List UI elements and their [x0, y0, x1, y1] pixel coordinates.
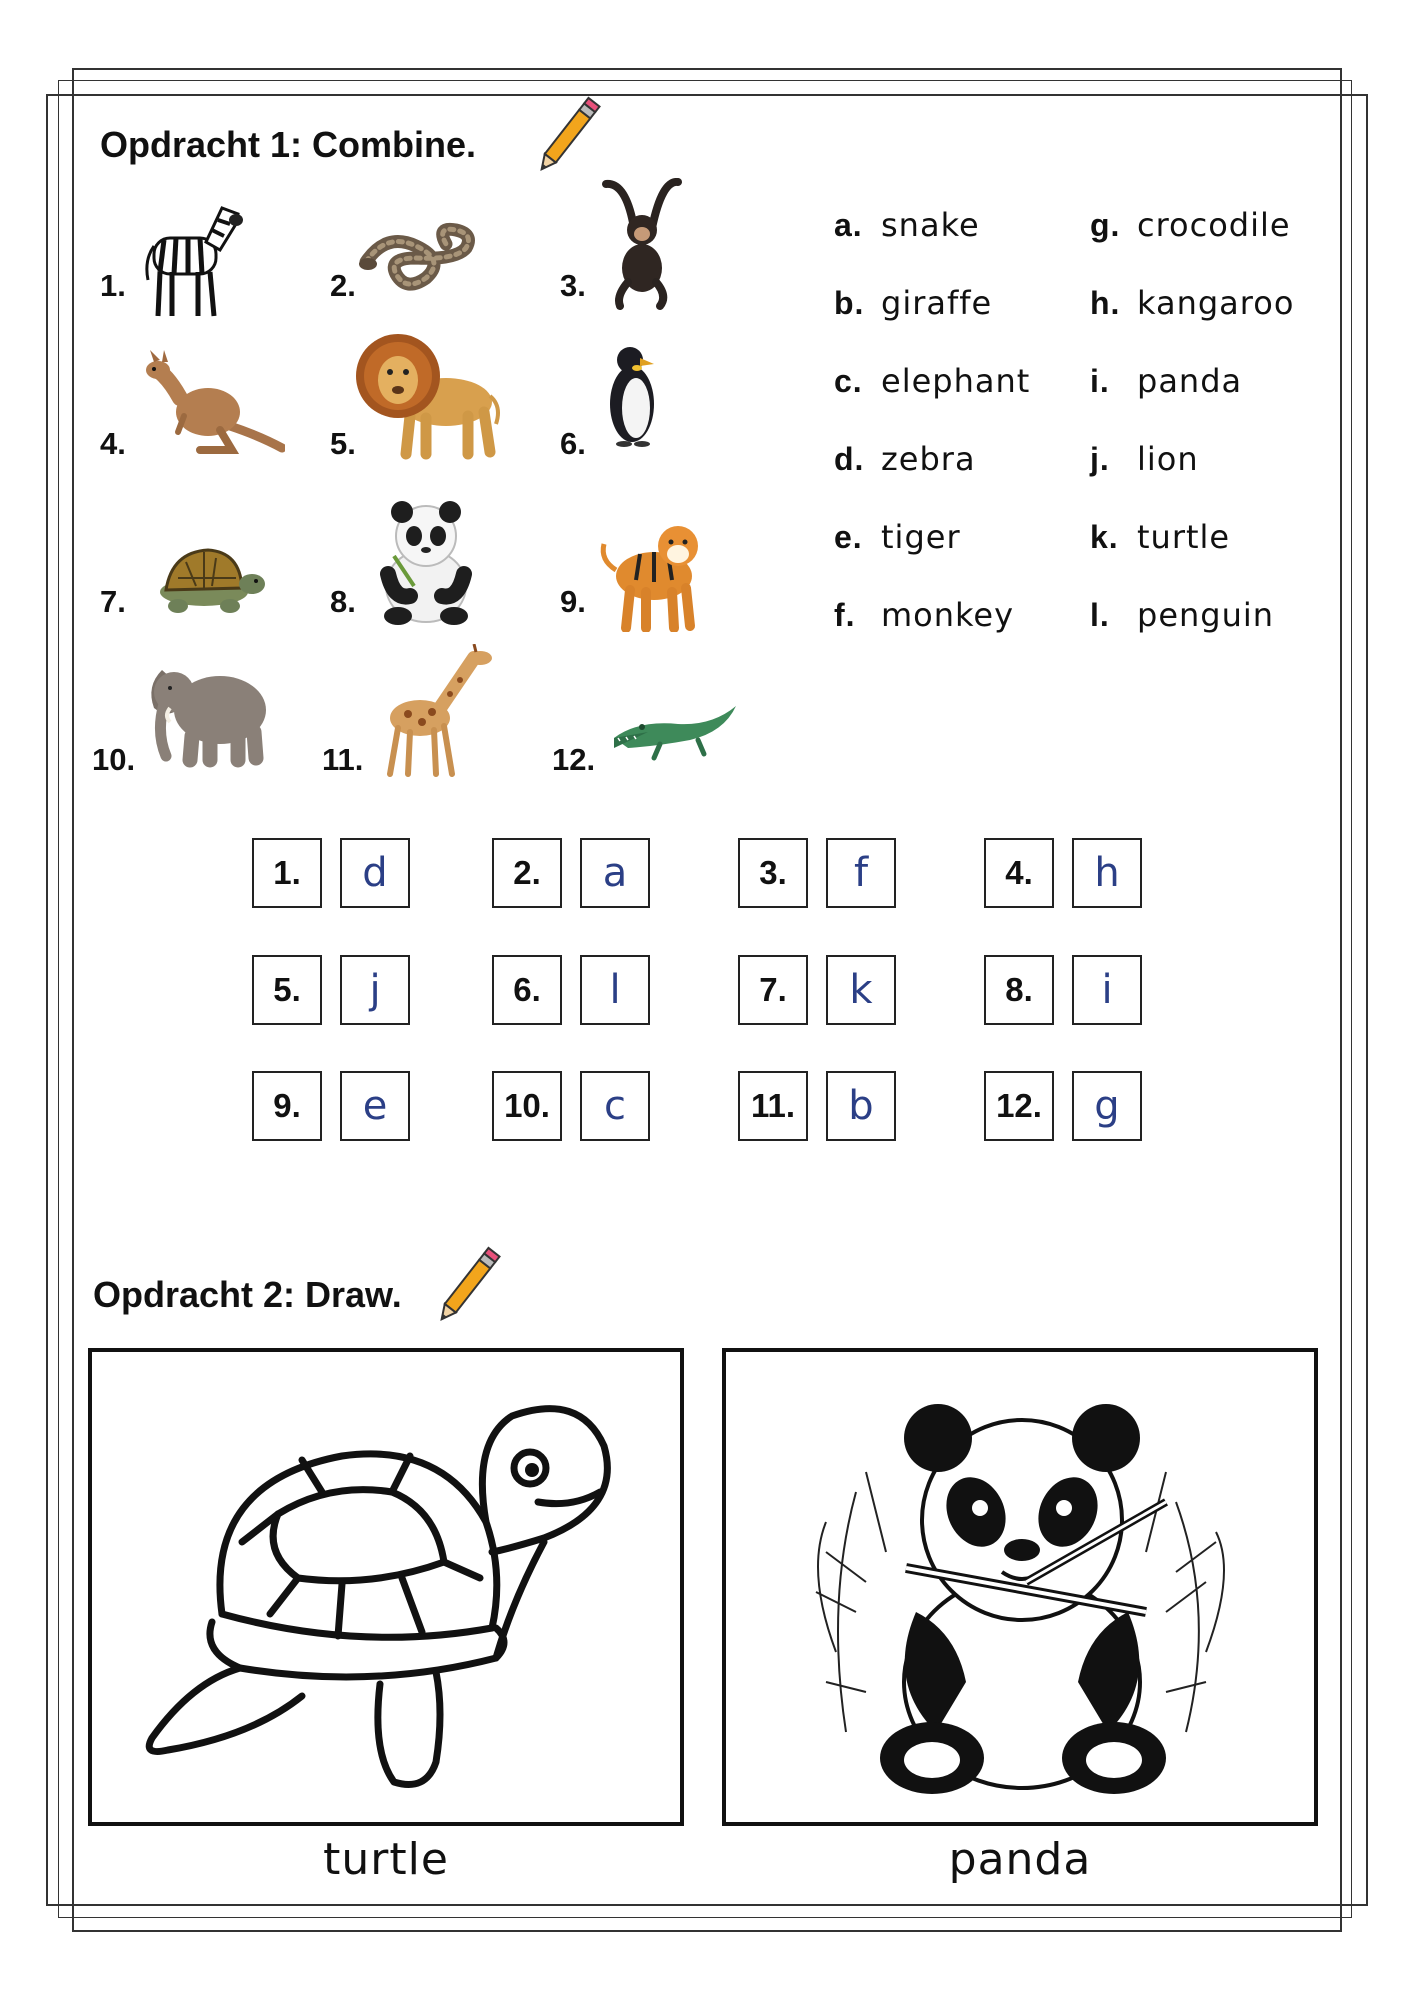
monkey-icon: [586, 178, 696, 312]
option-c: c. elephant: [834, 362, 1031, 400]
exercise1-title: Opdracht 1: Combine.: [100, 124, 477, 165]
animal-number-4: 4.: [100, 426, 126, 461]
drawing-caption-turtle: turtle: [323, 1834, 449, 1885]
drawing-box-panda[interactable]: [722, 1348, 1318, 1826]
animal-number-2: 2.: [330, 268, 356, 303]
option-d: d. zebra: [834, 440, 976, 478]
answer-box-8[interactable]: i: [1072, 955, 1142, 1025]
option-a: a. snake: [834, 206, 980, 244]
animal-number-9: 9.: [560, 584, 586, 619]
tiger-icon: [596, 520, 700, 632]
pencil-icon: [530, 94, 610, 172]
animal-number-6: 6.: [560, 426, 586, 461]
penguin-icon: [604, 344, 662, 448]
answer-number-7: 7.: [738, 955, 808, 1025]
animal-number-12: 12.: [552, 742, 596, 777]
answer-box-2[interactable]: a: [580, 838, 650, 908]
answer-number-1: 1.: [252, 838, 322, 908]
option-j: j. lion: [1090, 440, 1199, 478]
exercise2-title: Opdracht 2: Draw.: [93, 1274, 402, 1315]
drawing-box-turtle[interactable]: [88, 1348, 684, 1826]
animal-number-1: 1.: [100, 268, 126, 303]
turtle-icon: [156, 540, 266, 622]
panda-sketch-icon: [726, 1352, 1314, 1822]
answer-number-4: 4.: [984, 838, 1054, 908]
answer-box-1[interactable]: d: [340, 838, 410, 908]
answer-number-9: 9.: [252, 1071, 322, 1141]
zebra-icon: [140, 200, 250, 325]
animal-number-3: 3.: [560, 268, 586, 303]
option-e: e. tiger: [834, 518, 961, 556]
kangaroo-icon: [140, 350, 285, 456]
answer-box-10[interactable]: c: [580, 1071, 650, 1141]
answer-box-7[interactable]: k: [826, 955, 896, 1025]
animal-number-10: 10.: [92, 742, 136, 777]
option-f: f. monkey: [834, 596, 1015, 634]
answer-number-8: 8.: [984, 955, 1054, 1025]
answer-box-4[interactable]: h: [1072, 838, 1142, 908]
answer-number-12: 12.: [984, 1071, 1054, 1141]
answer-number-6: 6.: [492, 955, 562, 1025]
option-h: h. kangaroo: [1090, 284, 1295, 322]
answer-number-11: 11.: [738, 1071, 808, 1141]
animal-number-5: 5.: [330, 426, 356, 461]
turtle-outline-icon: [92, 1352, 680, 1822]
option-b: b. giraffe: [834, 284, 993, 322]
answer-number-3: 3.: [738, 838, 808, 908]
option-i: i. panda: [1090, 362, 1243, 400]
animal-number-7: 7.: [100, 584, 126, 619]
option-l: l. penguin: [1090, 596, 1275, 634]
option-k: k. turtle: [1090, 518, 1231, 556]
answer-box-6[interactable]: l: [580, 955, 650, 1025]
answer-box-3[interactable]: f: [826, 838, 896, 908]
snake-icon: [356, 222, 482, 302]
answer-number-5: 5.: [252, 955, 322, 1025]
animal-number-8: 8.: [330, 584, 356, 619]
answer-box-11[interactable]: b: [826, 1071, 896, 1141]
pencil-icon: [430, 1244, 510, 1322]
option-g: g. crocodile: [1090, 206, 1291, 244]
lion-icon: [354, 330, 502, 462]
elephant-icon: [140, 656, 272, 768]
panda-icon: [374, 500, 478, 626]
answer-box-12[interactable]: g: [1072, 1071, 1142, 1141]
answer-box-9[interactable]: e: [340, 1071, 410, 1141]
giraffe-icon: [376, 644, 498, 778]
answer-box-5[interactable]: j: [340, 955, 410, 1025]
animal-number-11: 11.: [322, 742, 364, 777]
crocodile-icon: [608, 696, 740, 762]
drawing-caption-panda: panda: [948, 1834, 1092, 1885]
answer-number-2: 2.: [492, 838, 562, 908]
answer-number-10: 10.: [492, 1071, 562, 1141]
